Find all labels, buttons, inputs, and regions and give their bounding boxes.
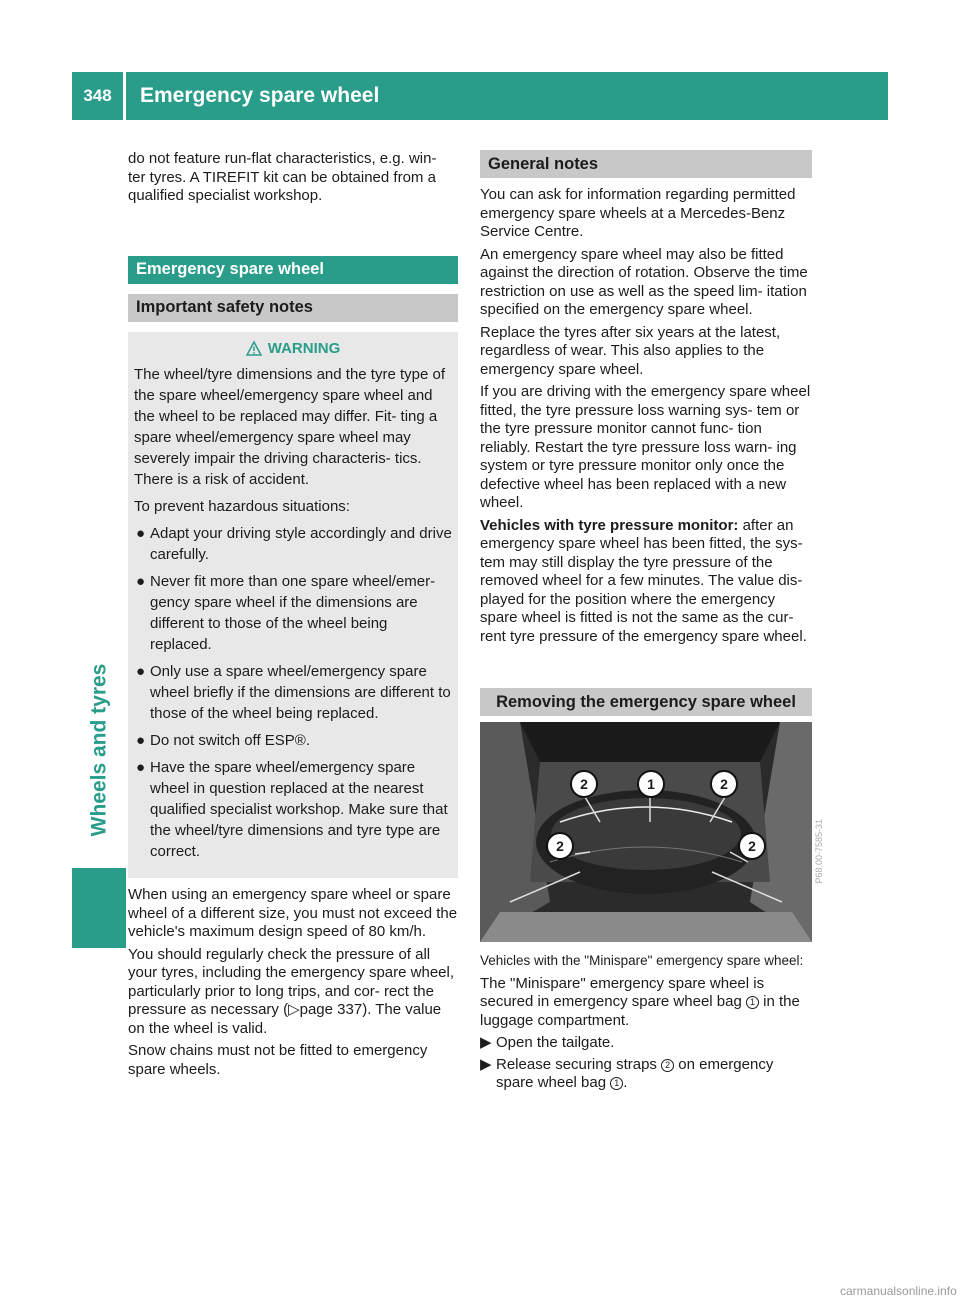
callout-1: 1 [637, 770, 665, 798]
section-heading: Emergency spare wheel [128, 256, 458, 284]
list-item: ● Have the spare wheel/emergency spare wheel in question replaced at the nearest qualified specialist workshop. Make sure that the wheel/tyre dimensions and tyre type are correct. [136, 759, 448, 860]
list-item: ● Only use a spare wheel/emergency spare wheel briefly if the dimensions are different to those of the wheel being replaced. [136, 663, 451, 722]
general-paragraph: You can ask for information regarding permitted emergency spare wheels at a Mercedes-Benz Service Centre. [480, 186, 796, 240]
warning-box [128, 332, 458, 879]
page-ref-arrow-icon: ▷ [288, 1001, 300, 1018]
step-arrow-icon: ▶ [480, 1034, 492, 1051]
list-item: ▶ Open the tailgate. [480, 1034, 615, 1051]
callout-2: 2 [738, 832, 766, 860]
warning-heading [134, 340, 452, 359]
callout-1-ref: 1 [746, 996, 759, 1009]
speed-paragraph: When using an emergency spare wheel or spare wheel of a different size, you must not exceed the vehicle's maximum design speed of 80 km/h. [128, 886, 458, 940]
callout-2: 2 [570, 770, 598, 798]
luggage-illustration [480, 722, 812, 942]
photo-caption: Vehicles with the "Minispare" emergency spare wheel: [480, 953, 804, 968]
page-reference-link[interactable]: page 337 [299, 1001, 363, 1018]
warning-text: The wheel/tyre dimensions and the tyre type of the spare wheel/emergency spare wheel and the wheel to be replaced may differ. Fit- ting a spare wheel/emergency spare wheel may severely impair the driving characteris- tics. There is a risk of accident. [134, 366, 446, 488]
list-item: ● Do not switch off ESP®. [136, 732, 311, 749]
general-paragraph: Replace the tyres after six years at the latest, regardless of wear. This also applies to the emergency spare wheel. [480, 323, 781, 378]
warning-lead: To prevent hazardous situations: [134, 498, 350, 515]
snow-chains-paragraph: Snow chains must not be fitted to emergency spare wheels. [128, 1042, 428, 1078]
pressure-paragraph: You should regularly check the pressure of all your tyres, including the emergency spare wheel, particularly prior to long trips, and cor- rect the pressure as necessary (▷page 337). The value on the wheel is valid. [128, 945, 455, 1037]
removing-heading: Removing the emergency spare wheel [480, 688, 812, 716]
minispare-paragraph: The "Minispare" emergency spare wheel is secured in emergency spare wheel bag 1 in the luggage compartment. [480, 974, 800, 1029]
general-paragraph: If you are driving with the emergency spare wheel fitted, the tyre pressure loss warning sys- tem or the tyre pressure monitor cannot func- tion reliably. Restart the tyre pressure loss warn- ing system or tyre pressure monitor only once the defective wheel has been replaced with a new wheel. [480, 383, 811, 511]
warning-title: WARNING [267, 339, 341, 357]
list-item: ● Never fit more than one spare wheel/emer- gency spare wheel if the dimensions are different to those of the wheel being replaced. [136, 573, 436, 653]
callout-2: 2 [710, 770, 738, 798]
general-paragraph: An emergency spare wheel may also be fitted against the direction of rotation. Observe the time restriction on use as well as the speed lim- itation specified on the emergency spare wheel. [480, 245, 808, 318]
left-column [128, 150, 458, 1083]
callout-2-ref: 2 [661, 1059, 674, 1072]
side-tab-marker [72, 868, 126, 948]
side-tab-label: Wheels and tyres [87, 663, 111, 837]
general-notes-heading: General notes [480, 150, 812, 178]
watermark: carmanualsonline.info [840, 1284, 957, 1298]
luggage-compartment-photo [480, 722, 825, 942]
callout-2: 2 [546, 832, 574, 860]
intro-paragraph: do not feature run-flat characteristics, e.g. win- ter tyres. A TIREFIT kit can be obtained from a qualified specialist workshop. [128, 150, 437, 204]
subsection-heading: Important safety notes [128, 294, 458, 322]
page-header [72, 72, 888, 120]
general-paragraph: Vehicles with tyre pressure monitor: after an emergency spare wheel has been fitted, the sys- tem may still display the tyre pressure of the removed wheel for a few minutes. The value dis- played for the position where the emergency spare wheel is fitted is not the same as the cur- rent tyre pressure of the emergency spare wheel. [480, 516, 807, 645]
page-number: 348 [72, 72, 126, 120]
list-item: ▶ Release securing straps 2 on emergency spare wheel bag 1 . [480, 1055, 774, 1091]
page-title: Emergency spare wheel [140, 84, 380, 107]
right-column [480, 150, 825, 1096]
photo-code: P68.00-7585-31 [814, 818, 825, 884]
callout-1-ref: 1 [610, 1077, 623, 1090]
step-arrow-icon: ▶ [480, 1055, 492, 1073]
warning-bullet-list [134, 523, 452, 862]
list-item: ● Adapt your driving style accordingly and drive carefully. [136, 525, 452, 563]
warning-triangle-icon [246, 341, 262, 356]
steps-list [480, 1034, 812, 1093]
